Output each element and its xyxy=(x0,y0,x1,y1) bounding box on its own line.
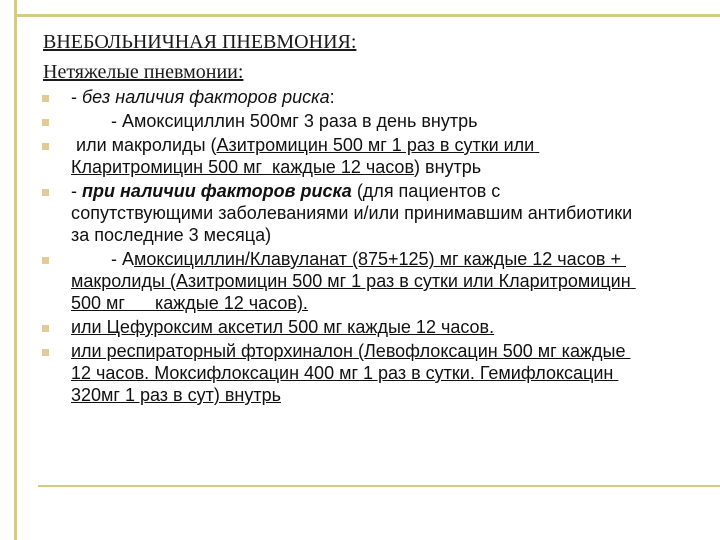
square-bullet-icon xyxy=(42,119,49,126)
square-bullet-icon xyxy=(42,189,49,196)
list-item-text: или макролиды ( xyxy=(71,135,217,155)
square-bullet-icon xyxy=(42,143,49,150)
square-bullet-icon xyxy=(42,95,49,102)
list-item-text: Азитромицин 500 мг 1 раз в сутки или Кларитромицин 500 мг каждые 12 часов xyxy=(71,135,540,177)
list-item-text: ) внутрь xyxy=(414,157,482,177)
list-item-text: - xyxy=(71,87,82,107)
frame-bottom-line xyxy=(38,485,720,487)
list-item-text: : xyxy=(329,87,335,107)
list-item xyxy=(40,316,640,338)
list-item xyxy=(40,86,640,108)
list-item-text: моксициллин/Клавуланат (875+125) мг каждые 12 часов + макролиды (Азитромицин 500 мг 1 раз в сутки или Кларитромицин 500 мг каждые 12 часов). xyxy=(71,249,636,313)
slide-title: ВНЕБОЛЬНИЧНАЯ ПНЕВМОНИЯ: xyxy=(43,31,357,53)
square-bullet-icon xyxy=(42,349,49,356)
list-item-text: при наличии факторов риска xyxy=(82,181,352,201)
list-item-text: - Амоксициллин 500мг 3 раза в день внутрь xyxy=(71,111,478,131)
list-item xyxy=(40,248,640,314)
list-item xyxy=(40,110,640,132)
list-item xyxy=(40,134,640,178)
bullet-list xyxy=(40,86,640,408)
slide-subtitle: Нетяжелые пневмонии: xyxy=(43,61,244,83)
list-item xyxy=(40,340,640,406)
list-item-text: - xyxy=(71,181,82,201)
square-bullet-icon xyxy=(42,325,49,332)
list-item-text: или респираторный фторхиналон (Левофлоксацин 500 мг каждые 12 часов. Моксифлоксацин 400 мг 1 раз в сутки. Гемифлоксацин 320мг 1 раз в сут) внутрь xyxy=(71,341,631,405)
list-item-text: - А xyxy=(71,249,135,269)
list-item xyxy=(40,180,640,246)
list-item-text: или Цефуроксим аксетил 500 мг каждые 12 часов. xyxy=(71,317,495,337)
frame-top-line xyxy=(14,14,720,17)
list-item-text: (для пациентов с сопутствующими заболеваниями и/или принимавшим антибиотики за последние 3 месяца) xyxy=(71,181,638,245)
frame-vertical-line xyxy=(14,0,17,540)
square-bullet-icon xyxy=(42,257,49,264)
list-item-text: без наличия факторов риска xyxy=(82,87,330,107)
